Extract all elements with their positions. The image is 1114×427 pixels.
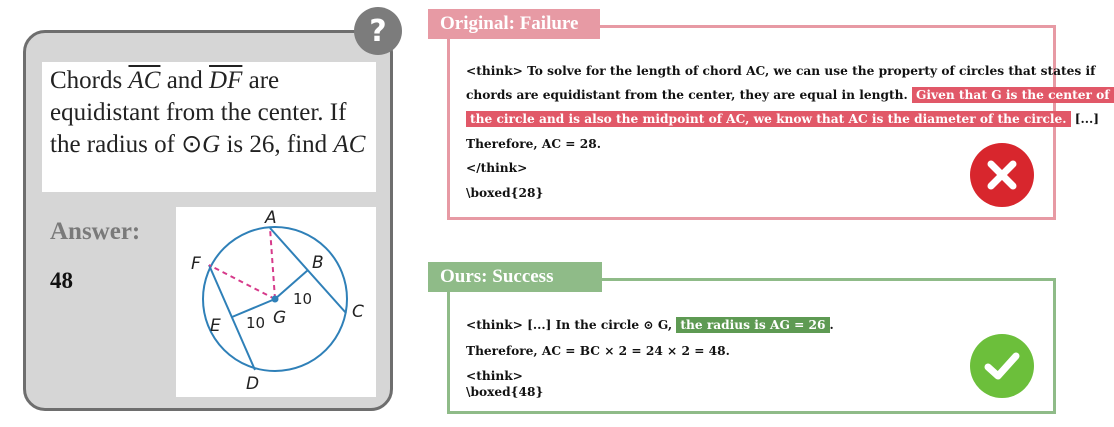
answer-value: 48 xyxy=(50,268,73,293)
failure-title: Original: Failure xyxy=(428,9,600,39)
failure-highlight-2: the circle and is also the midpoint of AC, we know that AC is the diameter of the circle. xyxy=(466,111,1071,127)
label-e: E xyxy=(210,316,221,336)
label-g: G xyxy=(273,308,287,328)
circle-symbol: ⊙ xyxy=(181,131,203,158)
chord-ac: $\overline{AC}$ xyxy=(128,67,161,94)
failure-panel-top-border xyxy=(600,25,1055,28)
answer-label: Answer: xyxy=(50,218,141,245)
failure-line-3: the circle and is also the midpoint of AC, we know that AC is the diameter of the circle. [...] xyxy=(466,112,1099,126)
failure-line-5: </think> xyxy=(466,161,528,175)
success-panel-top-border xyxy=(602,278,1055,281)
label-seg-ge: 10 xyxy=(246,314,266,332)
label-a: A xyxy=(265,208,277,228)
radius-ga xyxy=(270,228,275,299)
success-line-1: <think> [...] In the circle ⊙ G, the radius is AG = 26 . xyxy=(466,318,834,332)
failure-highlight-1: Given that G is the center of xyxy=(912,87,1114,103)
cross-icon xyxy=(970,143,1034,207)
question-mark-icon: ? xyxy=(354,7,402,55)
success-highlight: the radius is AG = 26 xyxy=(676,317,829,333)
chord-df: $\overline{DF}$ xyxy=(209,67,243,94)
success-line-3: <think> xyxy=(466,369,523,383)
label-b: B xyxy=(312,253,324,273)
label-f: F xyxy=(191,254,201,274)
radius-gf xyxy=(209,265,275,299)
failure-line-2: chords are equidistant from the center, they are equal in length. Given that G is the center of xyxy=(466,88,1114,102)
question-text: Chords $\overline{AC}$ and $\overline{DF}$ are equidistant from the center. If the radius of ⊙G is 26, find AC xyxy=(42,62,376,192)
failure-line-4: Therefore, AC = 28. xyxy=(466,137,601,151)
geometry-diagram xyxy=(176,207,376,397)
label-c: C xyxy=(352,302,364,322)
center-point xyxy=(272,296,279,303)
success-title: Ours: Success xyxy=(428,262,602,292)
success-line-2: Therefore, AC = BC × 2 = 24 × 2 = 48. xyxy=(466,344,730,358)
success-line-4: \boxed{48} xyxy=(466,385,544,399)
label-seg-gb: 10 xyxy=(293,290,313,308)
checkmark-icon xyxy=(970,334,1034,398)
failure-line-1: <think> To solve for the length of chord AC, we can use the property of circles that states if xyxy=(466,64,1096,78)
label-d: D xyxy=(246,374,260,394)
failure-line-6: \boxed{28} xyxy=(466,186,544,200)
